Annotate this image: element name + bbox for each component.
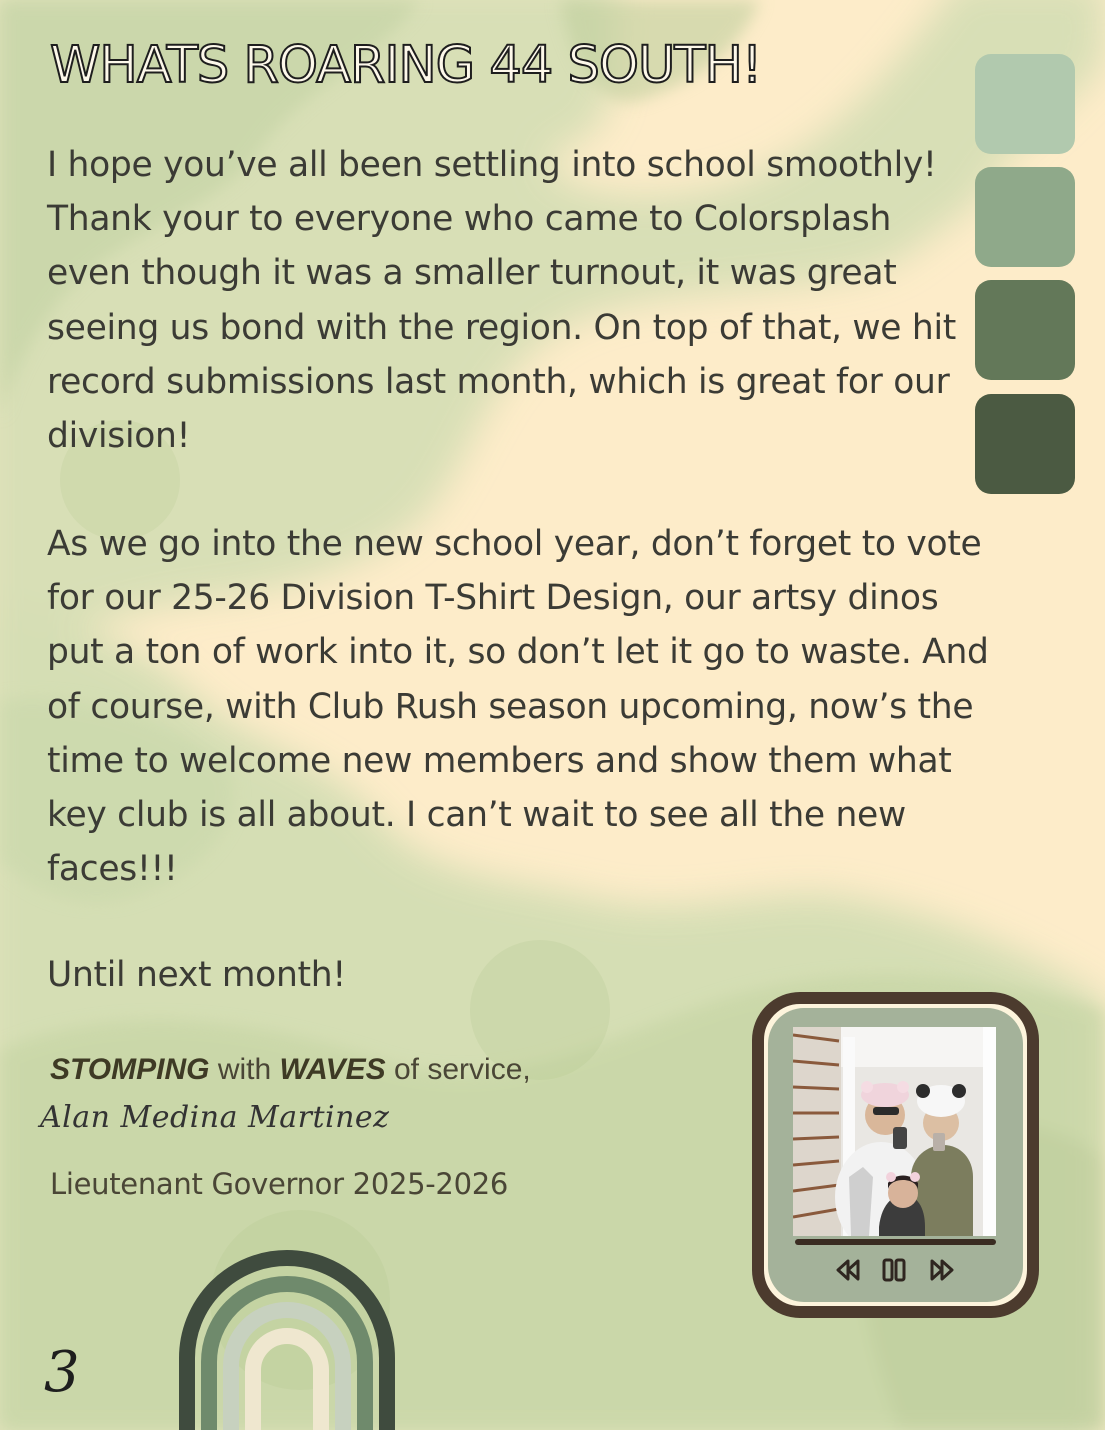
author-role: Lieutenant Governor 2025-2026 [50, 1167, 509, 1201]
signoff-connector: with [217, 1053, 272, 1086]
rainbow-decoration [175, 1248, 400, 1430]
fast-forward-icon[interactable] [928, 1256, 956, 1284]
pause-icon[interactable] [880, 1256, 908, 1284]
intro-paragraph: I hope you’ve all been settling into school smoothly! Thank your to everyone who came to Colorsplash even though it was a smaller turnout, it was great seeing us bond with the region. On top of that, we hit record submissions last month, which is great for our division! [47, 145, 956, 457]
reminder-paragraph: As we go into the new school year, don’t forget to vote for our 25-26 Division T-Shirt Design, our artsy dinos put a ton of work into it, so don’t let it go to waste. And of course, with Club Rush season upcoming, now’s the time to welcome new members and show them what key club is all about. I can’t wait to see all the new faces!!! [47, 524, 989, 890]
color-swatch-1 [975, 54, 1075, 154]
closing-line: Until next month! [47, 955, 346, 995]
color-swatch-4 [975, 394, 1075, 494]
signoff-word-waves: WAVES [279, 1053, 386, 1086]
signoff-tail: of service, [394, 1053, 531, 1086]
page-number: 3 [44, 1340, 80, 1405]
progress-bar[interactable] [795, 1239, 996, 1245]
signoff-word-stomping: STOMPING [50, 1053, 210, 1086]
group-photo [793, 1027, 996, 1236]
signature: Alan Medina Martinez [40, 1100, 390, 1135]
rewind-icon[interactable] [834, 1256, 862, 1284]
color-swatch-3 [975, 280, 1075, 380]
color-swatch-2 [975, 167, 1075, 267]
page-title: WHATS ROARING 44 SOUTH! [50, 36, 762, 95]
signoff-line [50, 1053, 531, 1087]
